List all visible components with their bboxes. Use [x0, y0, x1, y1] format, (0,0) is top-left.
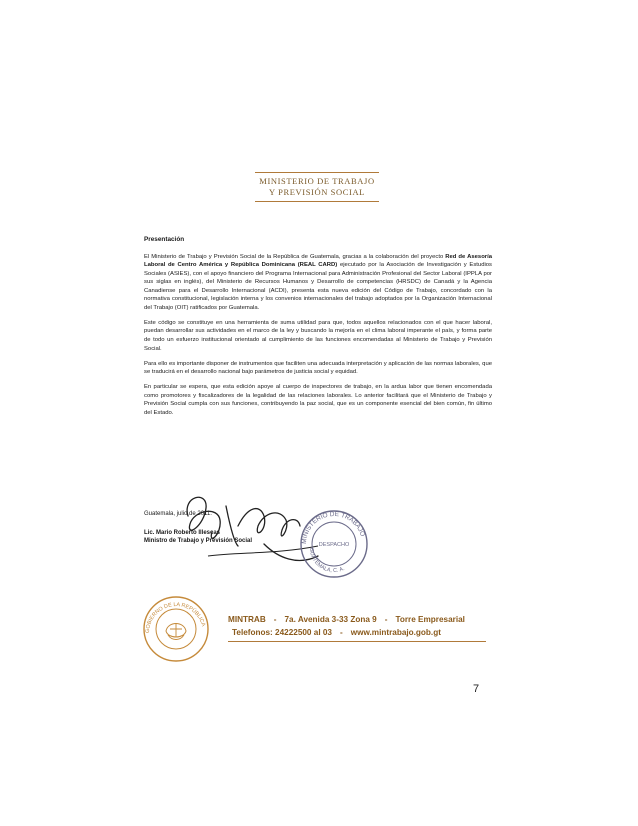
- seal-ring-text: GOBIERNO DE LA REPÚBLICA: [144, 601, 207, 634]
- footer-building: Torre Empresarial: [395, 615, 465, 624]
- footer-separator: -: [384, 615, 388, 624]
- footer-address-row: [228, 615, 484, 626]
- letterhead: [242, 172, 392, 202]
- signer-title: Ministro de Trabajo y Previsión Social: [144, 538, 253, 544]
- stamp-outer-text: MINISTERIO DE TRABAJO: [300, 510, 366, 545]
- footer-separator: -: [273, 615, 277, 624]
- project-name: Red de Asesoría Laboral de Centro América y República Dominicana (REAL CARD): [144, 253, 492, 269]
- letterhead-line-1: MINISTERIO DE TRABAJO: [259, 176, 375, 186]
- page-number: 7: [473, 683, 480, 695]
- footer-phones: Telefonos: 24222500 al 03: [232, 627, 332, 637]
- official-stamp: [298, 508, 370, 580]
- signer-name: Lic. Mario Roberto Illescas: [144, 530, 221, 536]
- paragraph-1: [144, 253, 492, 313]
- paragraph-1-rest: ejecutado por la Asociación de Investigación y Estudios Sociales (ASIES), con el apoyo financiero del Programa Internacional para Administración Profesional del Sector Laboral (IPPLA por sus siglas en inglés), del Ministerio de Recursos Humanos y Desarrollo de competencias (HRSDC) de Canadá y la Agencia Canadiense para el Desarrollo Internacional (ACDI), presenta esta nueva edición del Código de Trabajo, concordado con la normativa constitucional, legislación interna y los convenios internacionales del trabajo adoptados por la Organización Internacional del Trabajo (OIT) ratificados por Guatemala.: [144, 262, 492, 311]
- footer-rule: [228, 641, 486, 642]
- footer-org: MINTRAB: [228, 615, 266, 624]
- letter-heading: Presentación: [144, 236, 185, 243]
- paragraph-3: Para ello es importante disponer de instrumentos que faciliten una adecuada interpretación y aplicación de las normas laborales, que se traducirá en el desarrollo nacional bajo parámetros de justicia social y equidad.: [144, 360, 492, 376]
- stamp-inner-text: DESPACHO: [318, 542, 350, 548]
- closing-date: Guatemala, julio de 2011.: [144, 511, 212, 517]
- footer-separator: -: [339, 627, 343, 637]
- coat-of-arms-seal: [142, 595, 210, 663]
- letterhead-bottom-rule: [255, 201, 379, 202]
- footer-address: 7a. Avenida 3-33 Zona 9: [284, 615, 377, 624]
- letter-body: [144, 236, 492, 424]
- paragraph-4: En particular se espera, que esta edición apoye al cuerpo de inspectores de trabajo, en la ardua labor que tienen encomendada como promotores y fiscalizadores de la legalidad de las relaciones laborales. Lo anterior facilitará que el Ministerio de Trabajo y Previsión Social cumpla con sus funciones, contribuyendo la paz social, que es un componente esencial del bien común, fin último del Estado.: [144, 384, 492, 416]
- letterhead-line-2: Y PREVISIÓN SOCIAL: [269, 187, 365, 197]
- paragraph-1-intro: El Ministerio de Trabajo y Previsión Social de la República de Guatemala, gracias a la colaboración del proyecto: [144, 253, 444, 260]
- letterhead-top-rule: [255, 172, 379, 173]
- paragraph-2: Este código se constituye en una herramienta de suma utilidad para que, todos aquellos relacionados con el que hacer laboral, puedan desarrollar sus actividades en el marco de la ley y buscando la mejoría en el clima laboral imperante el país, y forma parte de todo un esfuerzo institucional orientado al cumplimiento de las funciones encomendadas al Ministerio de Trabajo y Previsión Social.: [144, 319, 492, 352]
- footer-contact-row: [228, 628, 484, 639]
- footer-website: www.mintrabajo.gob.gt: [350, 627, 441, 637]
- stamp-bottom-text: GUATEMALA, C. A.: [307, 547, 346, 575]
- letterhead-footer: [228, 615, 484, 642]
